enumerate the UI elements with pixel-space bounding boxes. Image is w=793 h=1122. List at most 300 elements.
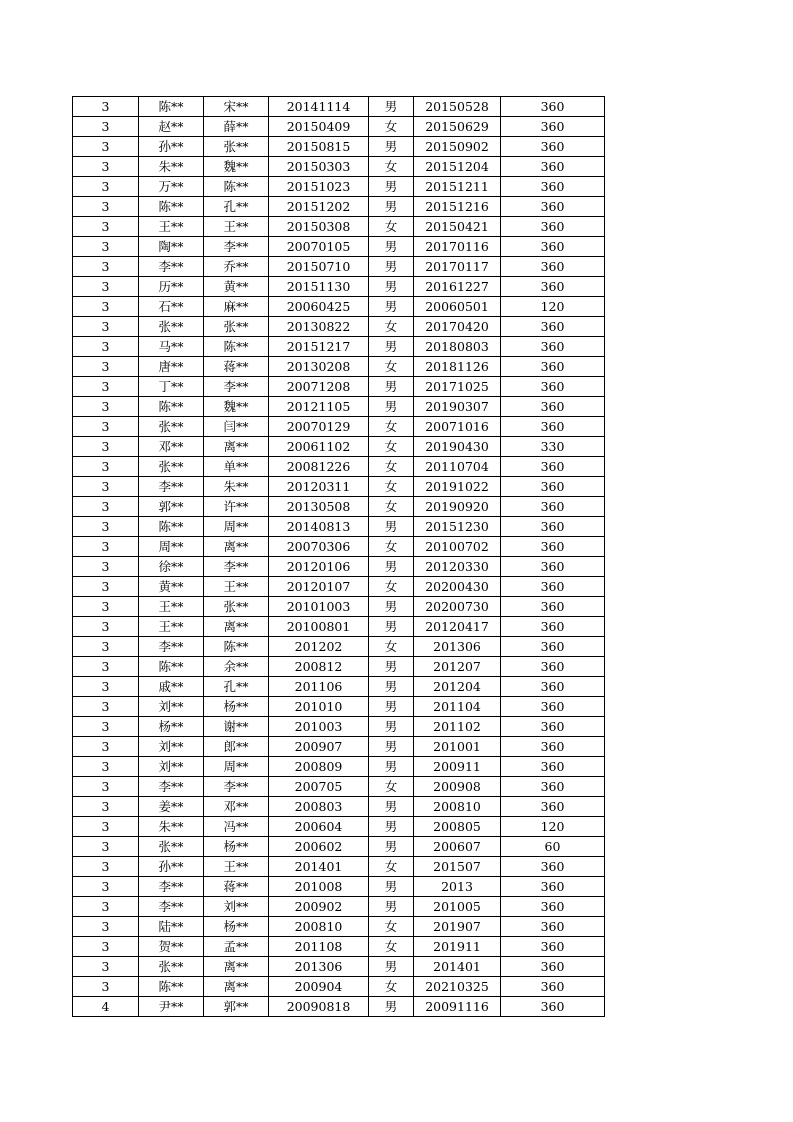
date-cell: 20130508 [269, 497, 369, 517]
amount-cell: 360 [501, 497, 605, 517]
partner-name-cell: 薛** [204, 117, 269, 137]
date-cell: 20061102 [269, 437, 369, 457]
table-row [73, 357, 605, 377]
category-cell: 3 [73, 677, 139, 697]
partner-name-cell: 孔** [204, 197, 269, 217]
gender-cell: 男 [369, 657, 414, 677]
amount-cell: 360 [501, 757, 605, 777]
date-cell: 20150409 [269, 117, 369, 137]
partner-name-cell: 刘** [204, 897, 269, 917]
name-cell: 石** [139, 297, 204, 317]
date-cell: 201106 [269, 677, 369, 697]
date-cell: 200803 [269, 797, 369, 817]
end-date-cell: 201005 [414, 897, 501, 917]
category-cell: 3 [73, 977, 139, 997]
table-row [73, 977, 605, 997]
table-row [73, 677, 605, 697]
category-cell: 3 [73, 857, 139, 877]
gender-cell: 男 [369, 337, 414, 357]
table-row [73, 437, 605, 457]
gender-cell: 男 [369, 697, 414, 717]
gender-cell: 男 [369, 97, 414, 117]
amount-cell: 360 [501, 137, 605, 157]
partner-name-cell: 余** [204, 657, 269, 677]
amount-cell: 60 [501, 837, 605, 857]
category-cell: 3 [73, 117, 139, 137]
name-cell: 张** [139, 457, 204, 477]
end-date-cell: 20150902 [414, 137, 501, 157]
date-cell: 20070129 [269, 417, 369, 437]
partner-name-cell: 闫** [204, 417, 269, 437]
end-date-cell: 20120330 [414, 557, 501, 577]
gender-cell: 女 [369, 477, 414, 497]
category-cell: 3 [73, 817, 139, 837]
name-cell: 陶** [139, 237, 204, 257]
name-cell: 王** [139, 617, 204, 637]
amount-cell: 360 [501, 197, 605, 217]
date-cell: 201202 [269, 637, 369, 657]
date-cell: 200809 [269, 757, 369, 777]
name-cell: 郭** [139, 497, 204, 517]
end-date-cell: 201104 [414, 697, 501, 717]
name-cell: 李** [139, 877, 204, 897]
amount-cell: 360 [501, 177, 605, 197]
partner-name-cell: 朱** [204, 477, 269, 497]
name-cell: 徐** [139, 557, 204, 577]
name-cell: 马** [139, 337, 204, 357]
table-row [73, 817, 605, 837]
end-date-cell: 20120417 [414, 617, 501, 637]
end-date-cell: 20190920 [414, 497, 501, 517]
name-cell: 李** [139, 477, 204, 497]
amount-cell: 120 [501, 297, 605, 317]
table-row [73, 497, 605, 517]
partner-name-cell: 张** [204, 597, 269, 617]
category-cell: 3 [73, 477, 139, 497]
date-cell: 20121105 [269, 397, 369, 417]
amount-cell: 360 [501, 377, 605, 397]
date-cell: 20060425 [269, 297, 369, 317]
partner-name-cell: 杨** [204, 917, 269, 937]
category-cell: 3 [73, 777, 139, 797]
end-date-cell: 2013 [414, 877, 501, 897]
partner-name-cell: 黄** [204, 277, 269, 297]
end-date-cell: 20150629 [414, 117, 501, 137]
date-cell: 20150710 [269, 257, 369, 277]
partner-name-cell: 李** [204, 557, 269, 577]
end-date-cell: 20151230 [414, 517, 501, 537]
category-cell: 3 [73, 537, 139, 557]
category-cell: 3 [73, 377, 139, 397]
date-cell: 20120107 [269, 577, 369, 597]
date-cell: 20120106 [269, 557, 369, 577]
category-cell: 3 [73, 897, 139, 917]
amount-cell: 360 [501, 637, 605, 657]
gender-cell: 女 [369, 117, 414, 137]
partner-name-cell: 宋** [204, 97, 269, 117]
gender-cell: 男 [369, 677, 414, 697]
name-cell: 万** [139, 177, 204, 197]
category-cell: 3 [73, 197, 139, 217]
table-row [73, 397, 605, 417]
date-cell: 200602 [269, 837, 369, 857]
end-date-cell: 20150421 [414, 217, 501, 237]
data-table [72, 96, 605, 1017]
date-cell: 20151202 [269, 197, 369, 217]
table-row [73, 617, 605, 637]
end-date-cell: 20181126 [414, 357, 501, 377]
amount-cell: 360 [501, 657, 605, 677]
name-cell: 陈** [139, 517, 204, 537]
date-cell: 20150303 [269, 157, 369, 177]
amount-cell: 360 [501, 717, 605, 737]
name-cell: 陈** [139, 397, 204, 417]
category-cell: 3 [73, 797, 139, 817]
date-cell: 20120311 [269, 477, 369, 497]
partner-name-cell: 蒋** [204, 877, 269, 897]
gender-cell: 男 [369, 377, 414, 397]
table-row [73, 537, 605, 557]
end-date-cell: 200805 [414, 817, 501, 837]
partner-name-cell: 魏** [204, 397, 269, 417]
table-row [73, 797, 605, 817]
category-cell: 3 [73, 837, 139, 857]
table-row [73, 657, 605, 677]
name-cell: 张** [139, 317, 204, 337]
partner-name-cell: 李** [204, 777, 269, 797]
date-cell: 20130822 [269, 317, 369, 337]
category-cell: 3 [73, 697, 139, 717]
end-date-cell: 20110704 [414, 457, 501, 477]
name-cell: 周** [139, 537, 204, 557]
table-row [73, 137, 605, 157]
gender-cell: 男 [369, 717, 414, 737]
date-cell: 20150815 [269, 137, 369, 157]
category-cell: 3 [73, 637, 139, 657]
end-date-cell: 20151216 [414, 197, 501, 217]
table-row [73, 597, 605, 617]
category-cell: 3 [73, 877, 139, 897]
end-date-cell: 200908 [414, 777, 501, 797]
amount-cell: 360 [501, 577, 605, 597]
gender-cell: 女 [369, 857, 414, 877]
end-date-cell: 201207 [414, 657, 501, 677]
category-cell: 3 [73, 397, 139, 417]
amount-cell: 360 [501, 537, 605, 557]
name-cell: 刘** [139, 757, 204, 777]
name-cell: 朱** [139, 157, 204, 177]
amount-cell: 360 [501, 357, 605, 377]
end-date-cell: 20151204 [414, 157, 501, 177]
amount-cell: 330 [501, 437, 605, 457]
table-row [73, 997, 605, 1017]
amount-cell: 360 [501, 797, 605, 817]
table-row [73, 737, 605, 757]
date-cell: 20100801 [269, 617, 369, 637]
gender-cell: 男 [369, 837, 414, 857]
end-date-cell: 20171025 [414, 377, 501, 397]
amount-cell: 360 [501, 557, 605, 577]
name-cell: 邓** [139, 437, 204, 457]
end-date-cell: 20071016 [414, 417, 501, 437]
date-cell: 20101003 [269, 597, 369, 617]
category-cell: 3 [73, 917, 139, 937]
date-cell: 20081226 [269, 457, 369, 477]
name-cell: 李** [139, 637, 204, 657]
category-cell: 3 [73, 957, 139, 977]
amount-cell: 360 [501, 917, 605, 937]
partner-name-cell: 冯** [204, 817, 269, 837]
table-row [73, 457, 605, 477]
name-cell: 历** [139, 277, 204, 297]
date-cell: 20151130 [269, 277, 369, 297]
end-date-cell: 20200430 [414, 577, 501, 597]
partner-name-cell: 张** [204, 137, 269, 157]
gender-cell: 女 [369, 577, 414, 597]
table-row [73, 197, 605, 217]
end-date-cell: 20200730 [414, 597, 501, 617]
table-row [73, 517, 605, 537]
partner-name-cell: 王** [204, 857, 269, 877]
partner-name-cell: 李** [204, 377, 269, 397]
end-date-cell: 201907 [414, 917, 501, 937]
category-cell: 3 [73, 717, 139, 737]
category-cell: 3 [73, 437, 139, 457]
table-row [73, 377, 605, 397]
end-date-cell: 20191022 [414, 477, 501, 497]
amount-cell: 360 [501, 277, 605, 297]
date-cell: 20090818 [269, 997, 369, 1017]
partner-name-cell: 郭** [204, 997, 269, 1017]
date-cell: 20070105 [269, 237, 369, 257]
name-cell: 李** [139, 777, 204, 797]
name-cell: 戚** [139, 677, 204, 697]
category-cell: 3 [73, 257, 139, 277]
table-row [73, 897, 605, 917]
partner-name-cell: 陈** [204, 637, 269, 657]
category-cell: 3 [73, 137, 139, 157]
table-row [73, 877, 605, 897]
partner-name-cell: 周** [204, 517, 269, 537]
name-cell: 张** [139, 957, 204, 977]
amount-cell: 360 [501, 457, 605, 477]
name-cell: 孙** [139, 857, 204, 877]
partner-name-cell: 离** [204, 977, 269, 997]
table-row [73, 757, 605, 777]
partner-name-cell: 许** [204, 497, 269, 517]
category-cell: 3 [73, 417, 139, 437]
gender-cell: 女 [369, 457, 414, 477]
amount-cell: 360 [501, 737, 605, 757]
gender-cell: 男 [369, 897, 414, 917]
name-cell: 李** [139, 257, 204, 277]
date-cell: 20150308 [269, 217, 369, 237]
gender-cell: 女 [369, 357, 414, 377]
table-row [73, 477, 605, 497]
table-row [73, 937, 605, 957]
table-row [73, 637, 605, 657]
partner-name-cell: 离** [204, 537, 269, 557]
date-cell: 200812 [269, 657, 369, 677]
gender-cell: 男 [369, 957, 414, 977]
name-cell: 张** [139, 417, 204, 437]
amount-cell: 360 [501, 337, 605, 357]
category-cell: 3 [73, 217, 139, 237]
gender-cell: 男 [369, 517, 414, 537]
category-cell: 3 [73, 277, 139, 297]
category-cell: 3 [73, 457, 139, 477]
amount-cell: 360 [501, 937, 605, 957]
partner-name-cell: 邓** [204, 797, 269, 817]
category-cell: 3 [73, 357, 139, 377]
gender-cell: 女 [369, 637, 414, 657]
table-body [73, 97, 605, 1017]
gender-cell: 女 [369, 437, 414, 457]
date-cell: 200604 [269, 817, 369, 837]
partner-name-cell: 陈** [204, 337, 269, 357]
category-cell: 3 [73, 157, 139, 177]
amount-cell: 360 [501, 597, 605, 617]
name-cell: 贺** [139, 937, 204, 957]
category-cell: 3 [73, 337, 139, 357]
partner-name-cell: 陈** [204, 177, 269, 197]
date-cell: 200810 [269, 917, 369, 937]
name-cell: 刘** [139, 697, 204, 717]
partner-name-cell: 王** [204, 217, 269, 237]
amount-cell: 360 [501, 517, 605, 537]
date-cell: 20070306 [269, 537, 369, 557]
name-cell: 陈** [139, 197, 204, 217]
category-cell: 3 [73, 937, 139, 957]
gender-cell: 男 [369, 817, 414, 837]
end-date-cell: 200911 [414, 757, 501, 777]
amount-cell: 360 [501, 237, 605, 257]
amount-cell: 360 [501, 777, 605, 797]
end-date-cell: 20190430 [414, 437, 501, 457]
amount-cell: 360 [501, 397, 605, 417]
partner-name-cell: 乔** [204, 257, 269, 277]
gender-cell: 男 [369, 737, 414, 757]
date-cell: 201010 [269, 697, 369, 717]
name-cell: 唐** [139, 357, 204, 377]
table-row [73, 277, 605, 297]
partner-name-cell: 离** [204, 957, 269, 977]
gender-cell: 男 [369, 617, 414, 637]
date-cell: 20140813 [269, 517, 369, 537]
partner-name-cell: 离** [204, 437, 269, 457]
table-row [73, 857, 605, 877]
end-date-cell: 201401 [414, 957, 501, 977]
gender-cell: 男 [369, 197, 414, 217]
table-row [73, 157, 605, 177]
end-date-cell: 20060501 [414, 297, 501, 317]
gender-cell: 女 [369, 417, 414, 437]
table-row [73, 257, 605, 277]
gender-cell: 女 [369, 917, 414, 937]
partner-name-cell: 周** [204, 757, 269, 777]
gender-cell: 男 [369, 257, 414, 277]
gender-cell: 男 [369, 177, 414, 197]
amount-cell: 360 [501, 697, 605, 717]
table-row [73, 917, 605, 937]
table-row [73, 557, 605, 577]
end-date-cell: 20100702 [414, 537, 501, 557]
date-cell: 200907 [269, 737, 369, 757]
category-cell: 3 [73, 557, 139, 577]
table-row [73, 297, 605, 317]
partner-name-cell: 单** [204, 457, 269, 477]
amount-cell: 360 [501, 977, 605, 997]
category-cell: 3 [73, 297, 139, 317]
name-cell: 李** [139, 897, 204, 917]
gender-cell: 男 [369, 237, 414, 257]
date-cell: 201401 [269, 857, 369, 877]
name-cell: 陈** [139, 977, 204, 997]
amount-cell: 360 [501, 97, 605, 117]
category-cell: 3 [73, 237, 139, 257]
amount-cell: 360 [501, 677, 605, 697]
date-cell: 201108 [269, 937, 369, 957]
end-date-cell: 20210325 [414, 977, 501, 997]
partner-name-cell: 杨** [204, 697, 269, 717]
category-cell: 3 [73, 517, 139, 537]
category-cell: 3 [73, 757, 139, 777]
table-row [73, 237, 605, 257]
date-cell: 20130208 [269, 357, 369, 377]
amount-cell: 360 [501, 857, 605, 877]
category-cell: 3 [73, 177, 139, 197]
partner-name-cell: 孔** [204, 677, 269, 697]
name-cell: 尹** [139, 997, 204, 1017]
date-cell: 20071208 [269, 377, 369, 397]
end-date-cell: 201507 [414, 857, 501, 877]
name-cell: 朱** [139, 817, 204, 837]
date-cell: 201306 [269, 957, 369, 977]
date-cell: 201003 [269, 717, 369, 737]
gender-cell: 女 [369, 157, 414, 177]
name-cell: 黄** [139, 577, 204, 597]
partner-name-cell: 李** [204, 237, 269, 257]
end-date-cell: 20170116 [414, 237, 501, 257]
gender-cell: 男 [369, 757, 414, 777]
name-cell: 陈** [139, 97, 204, 117]
end-date-cell: 201102 [414, 717, 501, 737]
name-cell: 刘** [139, 737, 204, 757]
partner-name-cell: 张** [204, 317, 269, 337]
name-cell: 张** [139, 837, 204, 857]
gender-cell: 女 [369, 217, 414, 237]
amount-cell: 360 [501, 417, 605, 437]
table-row [73, 957, 605, 977]
partner-name-cell: 孟** [204, 937, 269, 957]
name-cell: 王** [139, 597, 204, 617]
date-cell: 200705 [269, 777, 369, 797]
gender-cell: 女 [369, 777, 414, 797]
gender-cell: 男 [369, 277, 414, 297]
end-date-cell: 200607 [414, 837, 501, 857]
gender-cell: 男 [369, 877, 414, 897]
date-cell: 201008 [269, 877, 369, 897]
name-cell: 赵** [139, 117, 204, 137]
date-cell: 200902 [269, 897, 369, 917]
end-date-cell: 201001 [414, 737, 501, 757]
name-cell: 杨** [139, 717, 204, 737]
category-cell: 3 [73, 577, 139, 597]
amount-cell: 360 [501, 997, 605, 1017]
category-cell: 3 [73, 737, 139, 757]
category-cell: 3 [73, 497, 139, 517]
end-date-cell: 20091116 [414, 997, 501, 1017]
